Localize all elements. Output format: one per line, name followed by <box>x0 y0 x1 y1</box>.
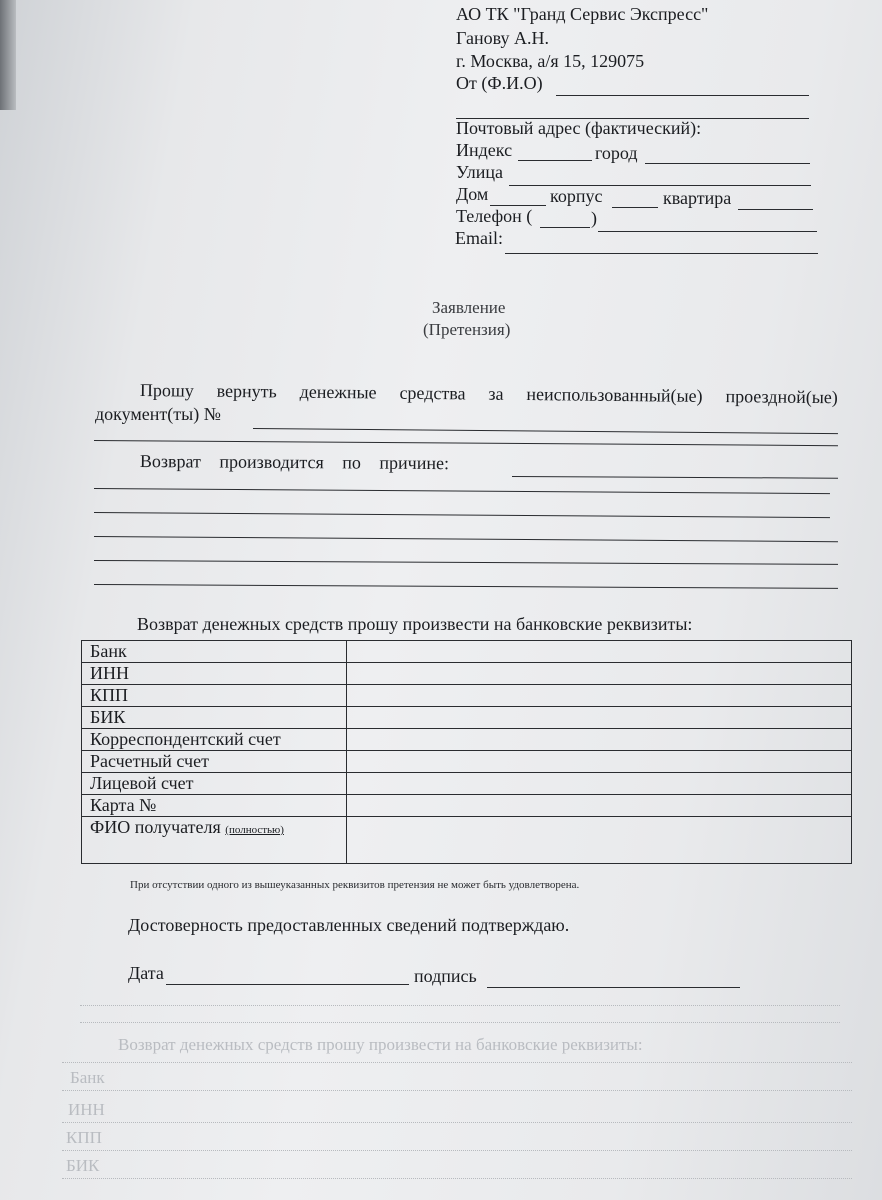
signature-field[interactable] <box>487 987 740 988</box>
personal-account-row-label: Лицевой счет <box>82 773 347 795</box>
recipient-address: г. Москва, а/я 15, 129075 <box>456 51 645 71</box>
recipient-fio-value-field[interactable] <box>347 817 852 864</box>
request-text-line1: Прошу вернуть денежные средства за неиспользованный(ые) проездной(ые) <box>139 380 838 408</box>
document-title: Заявление <box>432 298 506 317</box>
kpp-value-field[interactable] <box>347 685 852 707</box>
street-label: Улица <box>456 162 503 182</box>
ticket-number-field[interactable] <box>253 428 838 434</box>
reason-line-1[interactable] <box>94 488 830 494</box>
ghost-line <box>80 1022 840 1023</box>
bank-details-table <box>81 640 852 864</box>
building-label: корпус <box>550 186 603 206</box>
bik-row-label: БИК <box>82 707 347 729</box>
recipient-name: Ганову А.Н. <box>456 28 549 48</box>
table-row <box>82 685 852 707</box>
reason-line-4[interactable] <box>94 560 838 565</box>
phone-field[interactable] <box>598 231 817 232</box>
bank-row-label: Банк <box>82 641 347 663</box>
bleed-through-row: КПП <box>66 1128 102 1147</box>
ghost-table-line <box>62 1150 852 1151</box>
ghost-table-line <box>62 1178 852 1179</box>
reason-line-2[interactable] <box>94 512 830 518</box>
date-field[interactable] <box>166 984 409 985</box>
personal-account-value-field[interactable] <box>347 773 852 795</box>
signature-label: подпись <box>414 966 477 986</box>
settlement-account-row-label: Расчетный счет <box>82 751 347 773</box>
city-field[interactable] <box>645 163 810 164</box>
table-row <box>82 707 852 729</box>
postal-address-label: Почтовый адрес (фактический): <box>456 118 702 138</box>
settlement-account-value-field[interactable] <box>347 751 852 773</box>
table-row <box>82 773 852 795</box>
document-subtitle: (Претензия) <box>423 320 511 339</box>
bik-value-field[interactable] <box>347 707 852 729</box>
reason-line-3[interactable] <box>94 536 838 542</box>
confirmation-text: Достоверность предоставленных сведений подтверждаю. <box>128 915 570 935</box>
table-row <box>82 795 852 817</box>
recipient-fio-note: (полностью) <box>225 824 284 836</box>
bleed-through-row: БИК <box>66 1156 100 1175</box>
card-row-label: Карта № <box>82 795 347 817</box>
corr-account-value-field[interactable] <box>347 729 852 751</box>
ghost-table-line <box>62 1062 852 1063</box>
bleed-through-row: ИНН <box>68 1100 105 1119</box>
table-row <box>82 641 852 663</box>
from-field[interactable] <box>556 95 809 96</box>
card-value-field[interactable] <box>347 795 852 817</box>
ghost-table-line <box>62 1122 852 1123</box>
recipient-fio-cell <box>82 817 347 864</box>
ghost-table-line <box>62 1090 852 1091</box>
inn-row-label: ИНН <box>82 663 347 685</box>
table-row <box>82 751 852 773</box>
phone-close: ) <box>591 208 597 228</box>
index-field[interactable] <box>518 160 592 161</box>
apartment-label: квартира <box>663 188 732 208</box>
table-row <box>82 663 852 685</box>
email-label: Email: <box>455 228 503 248</box>
city-label: город <box>595 143 638 163</box>
corr-account-row-label: Корреспондентский счет <box>82 729 347 751</box>
bank-value-field[interactable] <box>347 641 852 663</box>
phone-label: Телефон ( <box>456 206 533 226</box>
bleed-through-intro: Возврат денежных средств прошу произвести на банковские реквизиты: <box>118 1035 643 1054</box>
recipient-fio-label: ФИО получателя <box>90 817 221 837</box>
from-label: От (Ф.И.О) <box>456 73 543 93</box>
reason-line-5[interactable] <box>94 584 838 589</box>
bank-footnote: При отсутствии одного из вышеуказанных реквизитов претензия не может быть удовлетворена. <box>130 879 580 891</box>
house-label: Дом <box>456 184 489 204</box>
phone-code-field[interactable] <box>540 227 590 228</box>
building-field[interactable] <box>612 207 658 208</box>
email-field[interactable] <box>505 253 818 254</box>
ticket-number-field-line2[interactable] <box>94 440 838 446</box>
apartment-field[interactable] <box>738 209 813 210</box>
table-row <box>82 729 852 751</box>
kpp-row-label: КПП <box>82 685 347 707</box>
inn-value-field[interactable] <box>347 663 852 685</box>
page-edge-shadow <box>0 0 16 110</box>
reason-label: Возврат производится по причине: <box>139 451 450 474</box>
request-text-line2: документ(ты) № <box>95 404 221 424</box>
ghost-line <box>80 1005 840 1006</box>
bleed-through-row: Банк <box>70 1068 105 1087</box>
date-label: Дата <box>128 963 164 983</box>
table-row <box>82 817 852 864</box>
reason-field[interactable] <box>512 476 838 479</box>
company-name: АО ТК "Гранд Сервис Экспресс" <box>456 4 709 24</box>
bank-intro: Возврат денежных средств прошу произвести на банковские реквизиты: <box>137 614 693 634</box>
index-label: Индекс <box>456 140 513 160</box>
